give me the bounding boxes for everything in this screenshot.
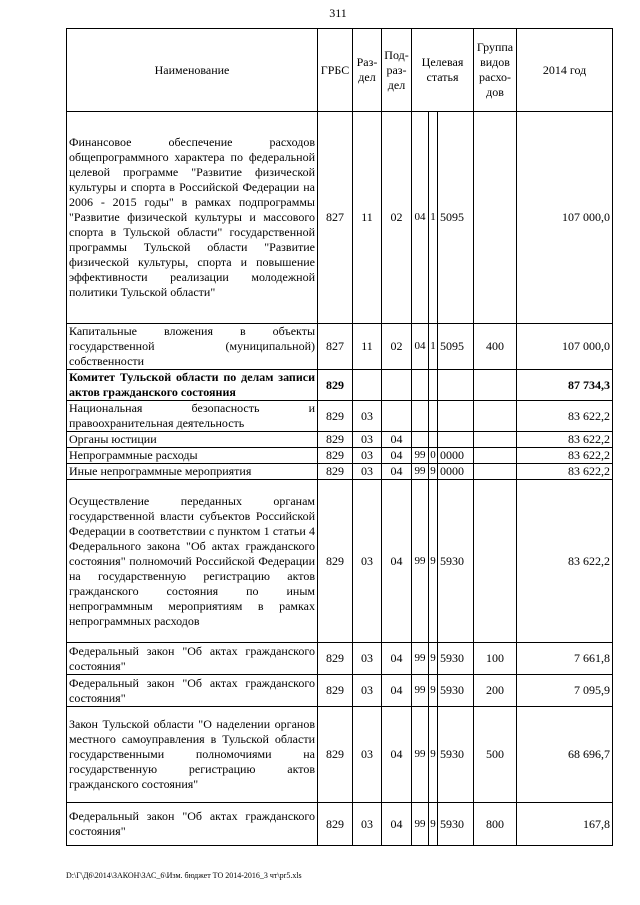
- cell-podrazdel: 04: [382, 803, 412, 846]
- cell-razdel: 03: [353, 464, 382, 480]
- table-row: [67, 432, 613, 448]
- cell-name: Национальная безопасность и правоохранительная деятельность: [67, 401, 318, 432]
- cell-target-part-3: 5930: [438, 643, 474, 675]
- cell-expense-group: 800: [474, 803, 517, 846]
- cell-target-part-1: 99: [412, 448, 429, 464]
- cell-target-part-2: [429, 370, 438, 401]
- cell-target-part-2: 9: [429, 675, 438, 707]
- cell-podrazdel: [382, 370, 412, 401]
- cell-target-part-1: 99: [412, 643, 429, 675]
- cell-razdel: 03: [353, 707, 382, 803]
- table-row: [67, 803, 613, 846]
- cell-razdel: 03: [353, 448, 382, 464]
- table-row: [67, 112, 613, 324]
- cell-target-part-1: [412, 432, 429, 448]
- cell-target-part-3: 5930: [438, 707, 474, 803]
- cell-expense-group: [474, 370, 517, 401]
- cell-amount: 7 095,9: [517, 675, 613, 707]
- cell-podrazdel: 04: [382, 480, 412, 643]
- cell-target-part-1: 99: [412, 803, 429, 846]
- table-header-row: [67, 29, 613, 112]
- header-expense-group: Группа видов расхо- дов: [474, 29, 517, 112]
- cell-amount: 83 622,2: [517, 432, 613, 448]
- cell-target-part-1: 99: [412, 464, 429, 480]
- footer-file-path: D:\Г\Д6\2014\ЗАКОН\ЗАС_6\Изм. бюджет ТО 2014-2016_3 чт\pr5.xls: [66, 871, 302, 880]
- cell-razdel: 03: [353, 803, 382, 846]
- cell-target-part-3: 5095: [438, 112, 474, 324]
- cell-expense-group: [474, 448, 517, 464]
- cell-target-part-1: [412, 370, 429, 401]
- header-target-article: Целевая статья: [412, 29, 474, 112]
- cell-grbs: 829: [318, 448, 353, 464]
- cell-target-part-2: 9: [429, 643, 438, 675]
- cell-name: Закон Тульской области "О наделении органов местного самоуправления в Тульской области государственными полномочиями на государственную регистрацию актов гражданского состояния": [67, 707, 318, 803]
- cell-target-part-3: 5930: [438, 803, 474, 846]
- cell-grbs: 829: [318, 480, 353, 643]
- cell-expense-group: [474, 401, 517, 432]
- cell-amount: 83 622,2: [517, 480, 613, 643]
- cell-podrazdel: 04: [382, 448, 412, 464]
- table-row: [67, 707, 613, 803]
- cell-razdel: 03: [353, 401, 382, 432]
- cell-target-part-1: 99: [412, 480, 429, 643]
- cell-amount: 107 000,0: [517, 324, 613, 370]
- cell-target-part-2: 1: [429, 324, 438, 370]
- table-row: [67, 464, 613, 480]
- header-razdel: Раз- дел: [353, 29, 382, 112]
- cell-grbs: 829: [318, 675, 353, 707]
- cell-target-part-3: 5930: [438, 675, 474, 707]
- cell-name: Федеральный закон "Об актах гражданского состояния": [67, 675, 318, 707]
- cell-target-part-2: 9: [429, 480, 438, 643]
- cell-target-part-2: 1: [429, 112, 438, 324]
- cell-grbs: 827: [318, 324, 353, 370]
- cell-target-part-1: 04: [412, 324, 429, 370]
- cell-expense-group: [474, 112, 517, 324]
- cell-razdel: 03: [353, 432, 382, 448]
- cell-target-part-3: 5095: [438, 324, 474, 370]
- cell-razdel: 03: [353, 480, 382, 643]
- cell-podrazdel: 04: [382, 643, 412, 675]
- cell-amount: 83 622,2: [517, 448, 613, 464]
- cell-name: Финансовое обеспечение расходов общепрограммного характера по федеральной целевой программе "Развитие физической культуры и спорта в Российской Федерации на 2006 - 2015 годы" в рамках подпрограммы "Развитие физической культуры и массового спорта в Тульской области" государственной программы Тульской области "Развитие физической культуры, спорта и повышение эффективности реализации молодежной политики Тульской области": [67, 112, 318, 324]
- cell-grbs: 829: [318, 464, 353, 480]
- cell-amount: 7 661,8: [517, 643, 613, 675]
- cell-target-part-2: [429, 432, 438, 448]
- header-name: Наименование: [67, 29, 318, 112]
- cell-name: Федеральный закон "Об актах гражданского состояния": [67, 643, 318, 675]
- cell-razdel: 03: [353, 643, 382, 675]
- cell-target-part-3: 0000: [438, 464, 474, 480]
- cell-grbs: 827: [318, 112, 353, 324]
- cell-target-part-3: [438, 370, 474, 401]
- cell-amount: 83 622,2: [517, 464, 613, 480]
- cell-grbs: 829: [318, 370, 353, 401]
- table-row: [67, 675, 613, 707]
- cell-podrazdel: 02: [382, 112, 412, 324]
- cell-name: Осуществление переданных органам государственной власти субъектов Российской Федерации в соответствии с пунктом 1 статьи 4 Федерального закона "Об актах гражданского состояния" полномочий Российской Федерации на государственную регистрацию актов гражданского состояния по иным непрограммным мероприятиям в рамках непрограммных расходов: [67, 480, 318, 643]
- cell-name: Капитальные вложения в объекты государственной (муниципальной) собственности: [67, 324, 318, 370]
- cell-target-part-3: 0000: [438, 448, 474, 464]
- cell-amount: 87 734,3: [517, 370, 613, 401]
- cell-podrazdel: 04: [382, 464, 412, 480]
- cell-razdel: 03: [353, 675, 382, 707]
- table-row: [67, 480, 613, 643]
- cell-target-part-2: 9: [429, 464, 438, 480]
- cell-target-part-1: [412, 401, 429, 432]
- cell-amount: 167,8: [517, 803, 613, 846]
- cell-target-part-2: 0: [429, 448, 438, 464]
- cell-razdel: 11: [353, 324, 382, 370]
- cell-expense-group: 200: [474, 675, 517, 707]
- cell-name: Непрограммные расходы: [67, 448, 318, 464]
- cell-target-part-1: 99: [412, 675, 429, 707]
- cell-target-part-3: [438, 432, 474, 448]
- cell-grbs: 829: [318, 803, 353, 846]
- cell-razdel: [353, 370, 382, 401]
- cell-amount: 83 622,2: [517, 401, 613, 432]
- cell-expense-group: 500: [474, 707, 517, 803]
- cell-amount: 68 696,7: [517, 707, 613, 803]
- cell-podrazdel: 04: [382, 675, 412, 707]
- cell-target-part-1: 99: [412, 707, 429, 803]
- header-grbs: ГРБС: [318, 29, 353, 112]
- cell-podrazdel: [382, 401, 412, 432]
- table-row: [67, 448, 613, 464]
- header-podrazdel: Под- раз- дел: [382, 29, 412, 112]
- cell-expense-group: [474, 464, 517, 480]
- cell-podrazdel: 04: [382, 432, 412, 448]
- cell-amount: 107 000,0: [517, 112, 613, 324]
- cell-grbs: 829: [318, 643, 353, 675]
- budget-table: [66, 28, 613, 846]
- cell-name: Органы юстиции: [67, 432, 318, 448]
- cell-podrazdel: 02: [382, 324, 412, 370]
- page-number: 311: [329, 6, 347, 20]
- cell-target-part-3: [438, 401, 474, 432]
- cell-expense-group: 400: [474, 324, 517, 370]
- cell-grbs: 829: [318, 432, 353, 448]
- table-row: [67, 401, 613, 432]
- table-row: [67, 370, 613, 401]
- cell-expense-group: [474, 432, 517, 448]
- cell-grbs: 829: [318, 401, 353, 432]
- cell-expense-group: 100: [474, 643, 517, 675]
- cell-expense-group: [474, 480, 517, 643]
- table-row: [67, 324, 613, 370]
- cell-name: Комитет Тульской области по делам записи актов гражданского состояния: [67, 370, 318, 401]
- cell-target-part-2: 9: [429, 803, 438, 846]
- cell-target-part-2: [429, 401, 438, 432]
- cell-podrazdel: 04: [382, 707, 412, 803]
- cell-name: Иные непрограммные мероприятия: [67, 464, 318, 480]
- header-year-2014: 2014 год: [517, 29, 613, 112]
- cell-grbs: 829: [318, 707, 353, 803]
- cell-target-part-1: 04: [412, 112, 429, 324]
- cell-razdel: 11: [353, 112, 382, 324]
- table-row: [67, 643, 613, 675]
- cell-name: Федеральный закон "Об актах гражданского состояния": [67, 803, 318, 846]
- cell-target-part-2: 9: [429, 707, 438, 803]
- cell-target-part-3: 5930: [438, 480, 474, 643]
